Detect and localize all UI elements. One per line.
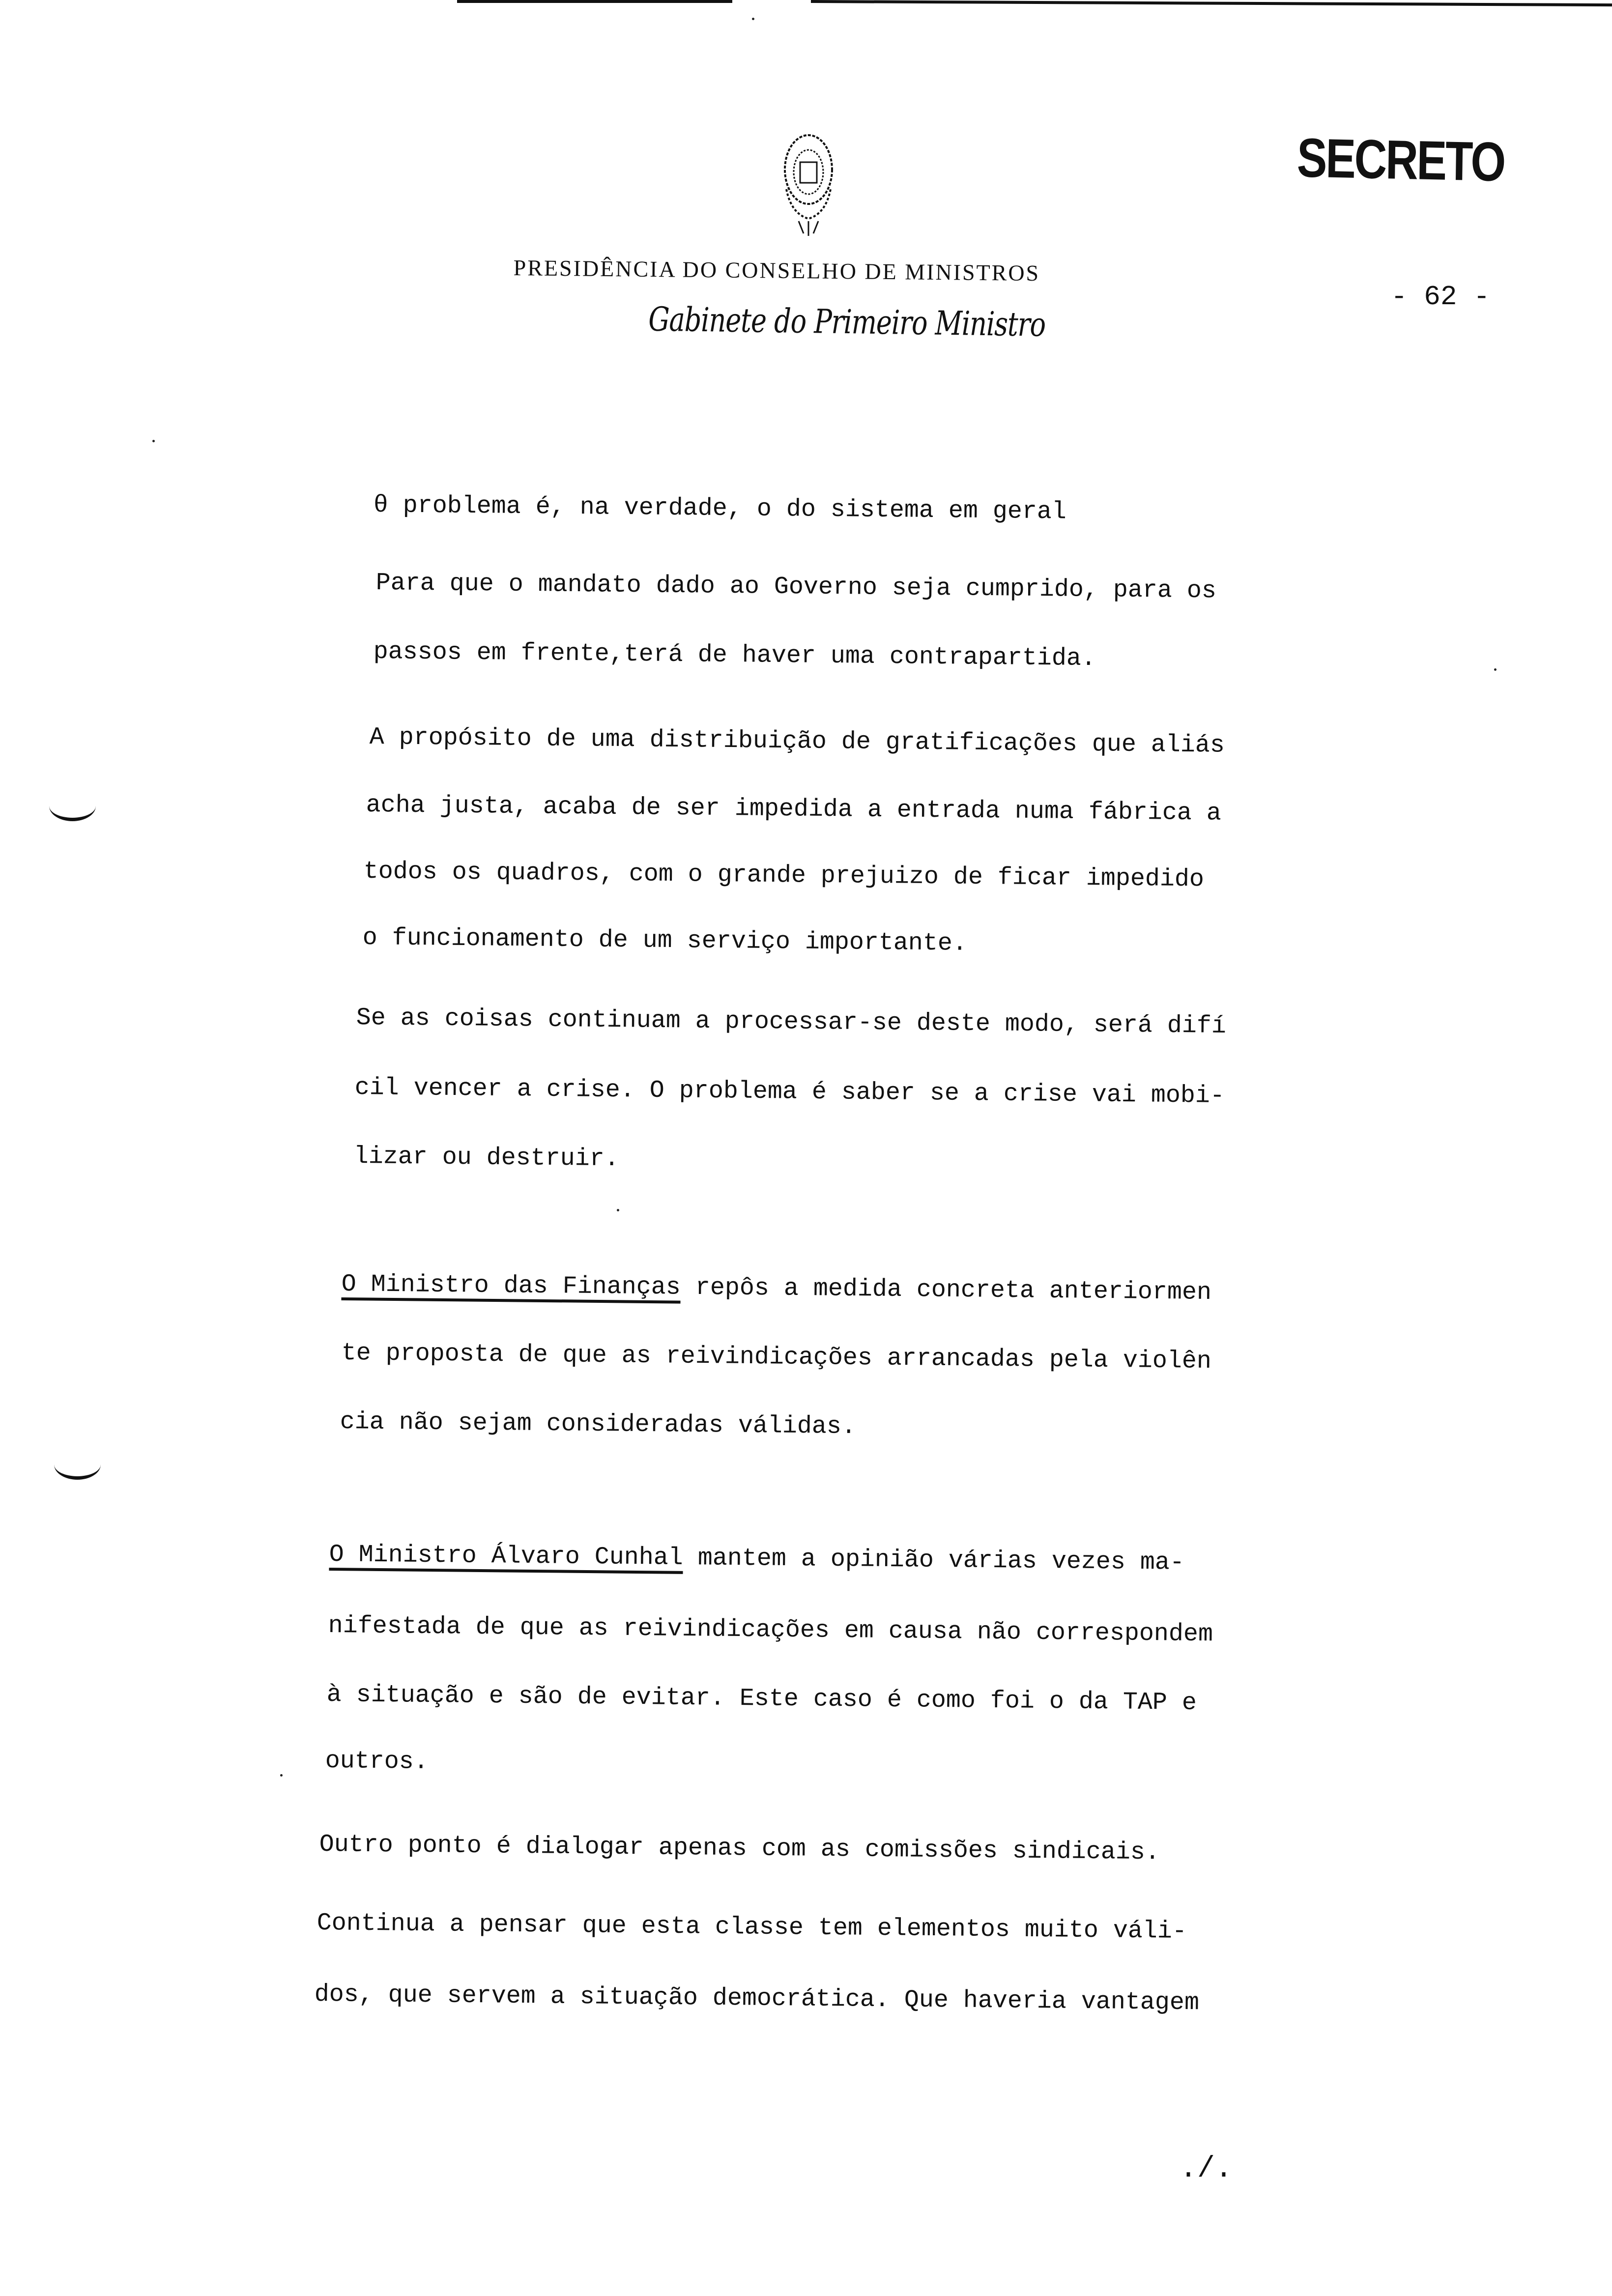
text-line: te proposta de que as reivindicações arrancadas pela violên bbox=[341, 1339, 1212, 1376]
punch-hole-mark bbox=[54, 1464, 101, 1480]
cabinet-name: Gabinete do Primeiro Ministro bbox=[648, 300, 1046, 344]
classification-stamp: SECRETO bbox=[1296, 127, 1505, 193]
organization-name: PRESIDÊNCIA DO CONSELHO DE MINISTROS bbox=[513, 255, 1040, 286]
text-line: passos em frente,terá de haver uma contrapartida. bbox=[373, 638, 1096, 673]
text-line: Se as coisas continuam a processar-se deste modo, será difí bbox=[356, 1004, 1227, 1040]
text-line: θ problema é, na verdade, o do sistema em geral bbox=[373, 491, 1067, 526]
speaker-line bbox=[329, 1541, 1184, 1577]
text-line: dos, que servem a situação democrática. Que haveria vantagem bbox=[314, 1980, 1200, 2017]
scan-edge-line bbox=[811, 0, 1612, 6]
continuation-mark: ./. bbox=[1180, 2152, 1233, 2186]
text-line: lizar ou destruir. bbox=[353, 1143, 620, 1174]
punch-hole-mark bbox=[49, 806, 96, 821]
text-line: acha justa, acaba de ser impedida a entrada numa fábrica a bbox=[366, 791, 1222, 828]
text-segment: repôs a medida concreta anteriormen bbox=[680, 1273, 1212, 1307]
scan-edge-line bbox=[457, 0, 732, 3]
text-line: Continua a pensar que esta classe tem elementos muito váli- bbox=[317, 1909, 1187, 1946]
scan-speck bbox=[280, 1774, 283, 1777]
scan-speck bbox=[152, 440, 155, 442]
page-number: - 62 - bbox=[1391, 281, 1490, 313]
text-line: à situação e são de evitar. Este caso é como foi o da TAP e bbox=[326, 1681, 1197, 1717]
text-line: Outro ponto é dialogar apenas com as comissões sindicais. bbox=[319, 1831, 1160, 1867]
text-line: A propósito de uma distribuição de gratificações que aliás bbox=[369, 723, 1225, 760]
speaker-name: O Ministro das Finanças bbox=[341, 1270, 681, 1302]
text-line: todos os quadros, com o grande prejuizo de ficar impedido bbox=[363, 858, 1205, 894]
text-line: o funcionamento de um serviço importante. bbox=[362, 924, 968, 958]
text-line: cia não sejam consideradas válidas. bbox=[340, 1408, 857, 1441]
text-segment: mantem a opinião várias vezes ma- bbox=[683, 1544, 1185, 1577]
text-line: nifestada de que as reivindicações em causa não correspondem bbox=[328, 1612, 1213, 1649]
text-line: outros. bbox=[325, 1747, 429, 1777]
speaker-line bbox=[341, 1270, 1211, 1307]
scan-speck bbox=[752, 18, 754, 20]
text-line: Para que o mandato dado ao Governo seja cumprido, para os bbox=[375, 569, 1217, 605]
speaker-name: O Ministro Álvaro Cunhal bbox=[329, 1541, 684, 1572]
text-line: cil vencer a crise. O problema é saber se a crise vai mobi- bbox=[354, 1074, 1225, 1110]
scan-speck bbox=[617, 1209, 619, 1211]
portuguese-coat-of-arms-icon bbox=[777, 130, 840, 238]
scan-speck bbox=[1494, 668, 1497, 671]
